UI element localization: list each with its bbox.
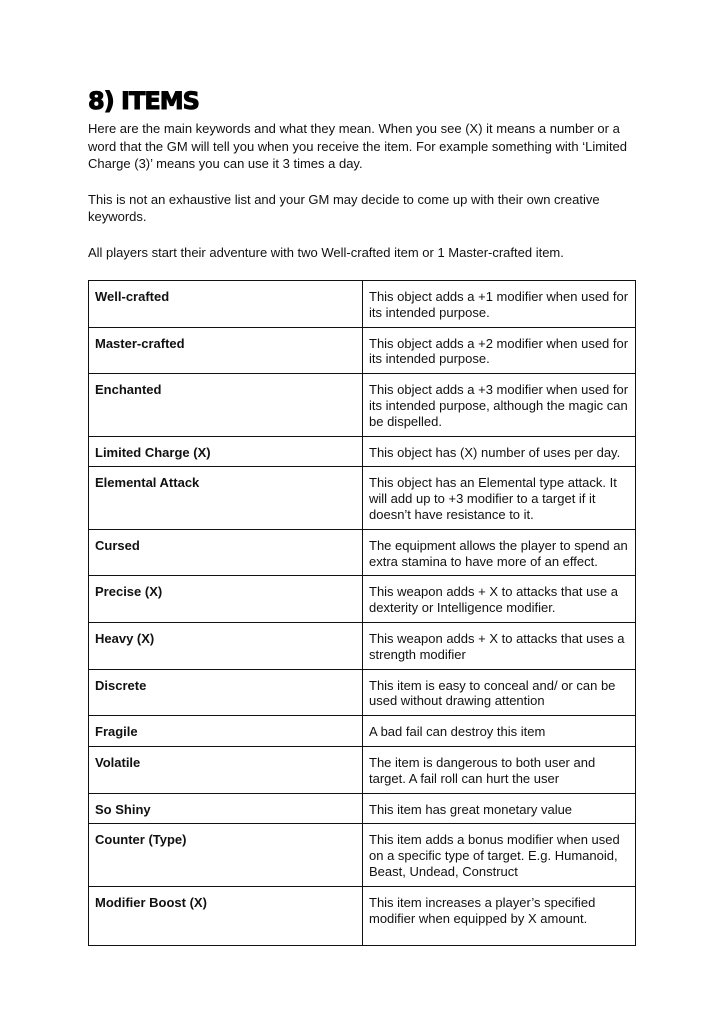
item-description: This object adds a +1 modifier when used for its intended purpose. — [363, 281, 636, 328]
table-row — [89, 374, 636, 436]
item-keyword: Discrete — [89, 669, 363, 716]
item-keyword: Precise (X) — [89, 576, 363, 623]
item-description: The item is dangerous to both user and target. A fail roll can hurt the user — [363, 746, 636, 793]
item-keyword: Well-crafted — [89, 281, 363, 328]
table-row — [89, 467, 636, 529]
item-keyword: Modifier Boost (X) — [89, 886, 363, 945]
item-keyword: Counter (Type) — [89, 824, 363, 886]
item-description: The equipment allows the player to spend an extra stamina to have more of an effect. — [363, 529, 636, 576]
item-keyword: So Shiny — [89, 793, 363, 824]
item-description: This item adds a bonus modifier when used on a specific type of target. E.g. Humanoid, Beast, Undead, Construct — [363, 824, 636, 886]
table-row — [89, 886, 636, 945]
table-row — [89, 716, 636, 747]
section-heading: 8) ITEMS — [88, 87, 199, 115]
table-row — [89, 281, 636, 328]
item-description: This item is easy to conceal and/ or can be used without drawing attention — [363, 669, 636, 716]
item-keyword: Limited Charge (X) — [89, 436, 363, 467]
item-description: This object adds a +3 modifier when used for its intended purpose, although the magic can be dispelled. — [363, 374, 636, 436]
item-description: A bad fail can destroy this item — [363, 716, 636, 747]
item-description: This object has an Elemental type attack. It will add up to +3 modifier to a target if it doesn’t have resistance to it. — [363, 467, 636, 529]
table-row — [89, 746, 636, 793]
table-row — [89, 576, 636, 623]
table-row — [89, 669, 636, 716]
table-row — [89, 529, 636, 576]
table-row — [89, 327, 636, 374]
item-description: This item increases a player’s specified modifier when equipped by X amount. — [363, 886, 636, 945]
table-row — [89, 436, 636, 467]
item-keyword: Master-crafted — [89, 327, 363, 374]
item-description: This object has (X) number of uses per day. — [363, 436, 636, 467]
table-row — [89, 824, 636, 886]
intro-text — [88, 120, 640, 280]
item-keyword: Cursed — [89, 529, 363, 576]
intro-paragraph-3: All players start their adventure with two Well-crafted item or 1 Master-crafted item. — [88, 244, 564, 260]
item-description: This weapon adds + X to attacks that uses a strength modifier — [363, 622, 636, 669]
item-description: This item has great monetary value — [363, 793, 636, 824]
items-table — [88, 280, 636, 946]
intro-paragraph-2: This is not an exhaustive list and your GM may decide to come up with their own creative keywords. — [88, 191, 600, 225]
item-keyword: Volatile — [89, 746, 363, 793]
table-row — [89, 622, 636, 669]
table-row — [89, 793, 636, 824]
intro-paragraph-1: Here are the main keywords and what they mean. When you see (X) it means a number or a word that the GM will tell you when you receive the item. For example something with ‘Limited Charge (3)’ means you can use it 3 times a day. — [88, 121, 628, 172]
item-keyword: Fragile — [89, 716, 363, 747]
item-keyword: Heavy (X) — [89, 622, 363, 669]
item-keyword: Enchanted — [89, 374, 363, 436]
item-description: This object adds a +2 modifier when used for its intended purpose. — [363, 327, 636, 374]
item-keyword: Elemental Attack — [89, 467, 363, 529]
item-description: This weapon adds + X to attacks that use a dexterity or Intelligence modifier. — [363, 576, 636, 623]
